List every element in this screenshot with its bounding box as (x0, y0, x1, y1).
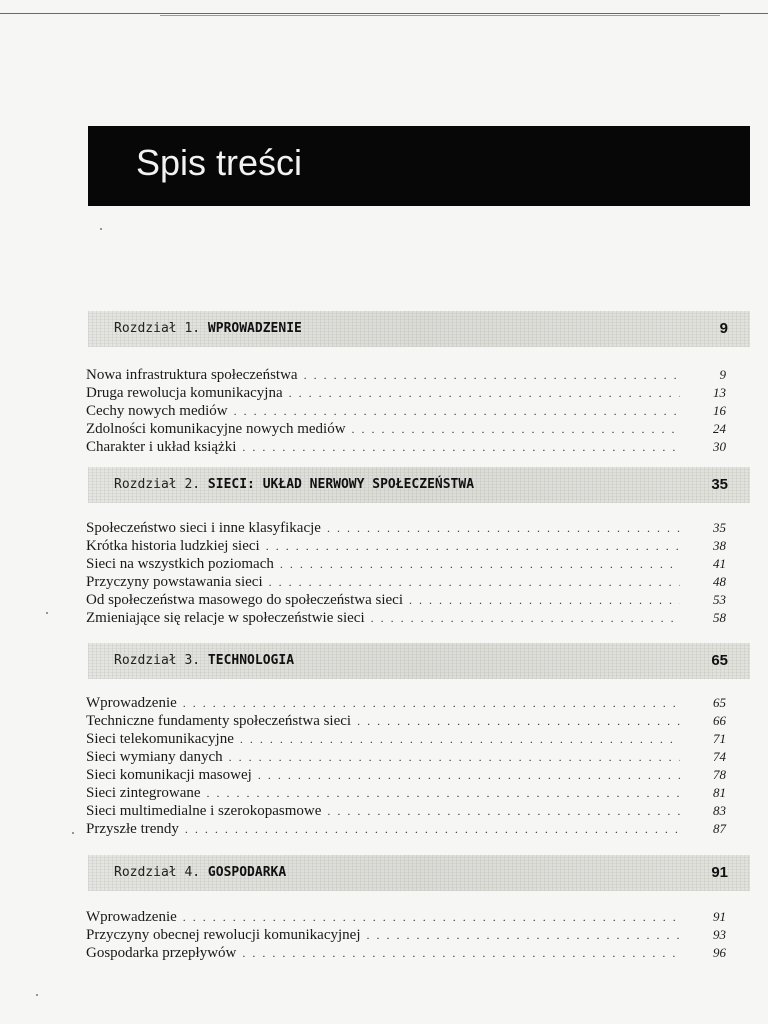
toc-entry[interactable] (86, 908, 726, 926)
toc-entry-title: Sieci wymiany danych (86, 749, 223, 765)
leader-dots (357, 712, 680, 730)
toc-entry[interactable] (86, 730, 726, 748)
toc-entry-page: 83 (713, 803, 726, 818)
scan-speck (100, 228, 102, 230)
toc-entry-title: Gospodarka przepływów (86, 945, 237, 961)
chapter-name: WPROWADZENIE (207, 321, 302, 336)
toc-entry[interactable] (86, 438, 726, 456)
toc-entry-title: Przyszłe trendy (86, 821, 179, 837)
chapter-label (114, 477, 474, 492)
toc-entry-title: Krótka historia ludzkiej sieci (86, 538, 260, 554)
leader-dots (266, 537, 680, 555)
toc-entry-page: 91 (713, 909, 726, 924)
title-banner (88, 126, 750, 206)
leader-dots (367, 926, 681, 944)
chapter-prefix: Rozdział 2. (114, 477, 201, 492)
toc-entry[interactable] (86, 712, 726, 730)
chapter-name: TECHNOLOGIA (207, 653, 295, 668)
toc-entry-page: 9 (719, 367, 726, 382)
toc-entry[interactable] (86, 591, 726, 609)
toc-entry-title: Sieci komunikacji masowej (86, 767, 252, 783)
toc-entry-page: 66 (713, 713, 726, 728)
toc-entry-title: Charakter i układ książki (86, 439, 237, 455)
toc-entry-title: Zdolności komunikacyjne nowych mediów (86, 421, 346, 437)
leader-dots (207, 784, 680, 802)
toc-entry-page: 78 (713, 767, 726, 782)
toc-entry-page: 30 (713, 439, 726, 454)
chapter-page: 65 (711, 652, 728, 669)
leader-dots (183, 694, 680, 712)
leader-dots (289, 384, 680, 402)
toc-entry[interactable] (86, 609, 726, 627)
chapter-header-1[interactable] (88, 311, 750, 347)
toc-entry[interactable] (86, 820, 726, 838)
toc-entry-page: 13 (713, 385, 726, 400)
leader-dots (327, 519, 680, 537)
toc-entry-page: 16 (713, 403, 726, 418)
leader-dots (242, 438, 680, 456)
chapter-prefix: Rozdział 3. (114, 653, 201, 668)
toc-entry[interactable] (86, 766, 726, 784)
chapter-page: 91 (711, 864, 728, 881)
leader-dots (409, 591, 680, 609)
toc-entry-title: Cechy nowych mediów (86, 403, 228, 419)
toc-entry[interactable] (86, 926, 726, 944)
leader-dots (304, 366, 680, 384)
chapter-label (114, 865, 286, 880)
chapter-label (114, 321, 302, 336)
leader-dots (234, 402, 680, 420)
toc-entry-title: Sieci multimedialne i szerokopasmowe (86, 803, 322, 819)
toc-entry-page: 81 (713, 785, 726, 800)
toc-entry[interactable] (86, 784, 726, 802)
toc-entry[interactable] (86, 748, 726, 766)
chapter-prefix: Rozdział 4. (114, 865, 201, 880)
chapter-2-entries (86, 519, 726, 627)
toc-entry-title: Sieci zintegrowane (86, 785, 201, 801)
toc-entry[interactable] (86, 519, 726, 537)
toc-entry-title: Społeczeństwo sieci i inne klasyfikacje (86, 520, 321, 536)
chapter-header-2[interactable] (88, 467, 750, 503)
leader-dots (371, 609, 680, 627)
leader-dots (183, 908, 680, 926)
toc-entry-page: 41 (713, 556, 726, 571)
leader-dots (327, 802, 680, 820)
scan-speck (72, 832, 74, 834)
toc-entry[interactable] (86, 420, 726, 438)
toc-entry-page: 71 (713, 731, 726, 746)
chapter-1-entries (86, 366, 726, 456)
leader-dots (280, 555, 680, 573)
chapter-header-3[interactable] (88, 643, 750, 679)
toc-entry[interactable] (86, 402, 726, 420)
chapter-name: SIECI: UKŁAD NERWOWY SPOŁECZEŃSTWA (207, 477, 475, 492)
toc-entry[interactable] (86, 944, 726, 962)
toc-entry-page: 93 (713, 927, 726, 942)
leader-dots (352, 420, 680, 438)
chapter-name: GOSPODARKA (207, 865, 287, 880)
toc-entry[interactable] (86, 573, 726, 591)
toc-entry[interactable] (86, 802, 726, 820)
toc-entry-title: Zmieniające się relacje w społeczeństwie sieci (86, 610, 365, 626)
chapter-3-entries (86, 694, 726, 838)
chapter-label (114, 653, 294, 668)
scan-speck (36, 994, 38, 996)
toc-entry-page: 38 (713, 538, 726, 553)
chapter-4-entries (86, 908, 726, 962)
chapter-page: 9 (719, 320, 728, 337)
toc-entry-page: 53 (713, 592, 726, 607)
toc-entry-title: Wprowadzenie (86, 695, 177, 711)
toc-entry-page: 74 (713, 749, 726, 764)
toc-entry-page: 65 (713, 695, 726, 710)
toc-entry[interactable] (86, 537, 726, 555)
toc-entry-page: 58 (713, 610, 726, 625)
toc-entry-title: Przyczyny powstawania sieci (86, 574, 263, 590)
toc-entry-page: 96 (713, 945, 726, 960)
toc-entry-page: 24 (713, 421, 726, 436)
leader-dots (240, 730, 680, 748)
chapter-header-4[interactable] (88, 855, 750, 891)
top-rule-secondary (160, 15, 720, 16)
toc-entry[interactable] (86, 555, 726, 573)
scan-speck (46, 612, 48, 614)
toc-entry-page: 87 (713, 821, 726, 836)
toc-entry-title: Nowa infrastruktura społeczeństwa (86, 367, 298, 383)
toc-entry-title: Druga rewolucja komunikacyjna (86, 385, 283, 401)
toc-entry-title: Przyczyny obecnej rewolucji komunikacyjnej (86, 927, 361, 943)
toc-entry[interactable] (86, 384, 726, 402)
toc-entry-page: 35 (713, 520, 726, 535)
leader-dots (242, 944, 680, 962)
toc-entry-title: Techniczne fundamenty społeczeństwa sieci (86, 713, 352, 729)
page-title: Spis treści (136, 142, 303, 183)
chapter-prefix: Rozdział 1. (114, 321, 201, 336)
toc-entry[interactable] (86, 366, 726, 384)
toc-entry-title: Sieci telekomunikacyjne (86, 731, 234, 747)
chapter-page: 35 (711, 476, 728, 493)
leader-dots (185, 820, 680, 838)
top-rule (0, 13, 768, 14)
toc-entry-title: Wprowadzenie (86, 909, 177, 925)
toc-entry-page: 48 (713, 574, 726, 589)
leader-dots (269, 573, 680, 591)
leader-dots (258, 766, 680, 784)
leader-dots (229, 748, 680, 766)
toc-entry[interactable] (86, 694, 726, 712)
toc-entry-title: Sieci na wszystkich poziomach (86, 556, 274, 572)
toc-entry-title: Od społeczeństwa masowego do społeczeństwa sieci (86, 592, 403, 608)
